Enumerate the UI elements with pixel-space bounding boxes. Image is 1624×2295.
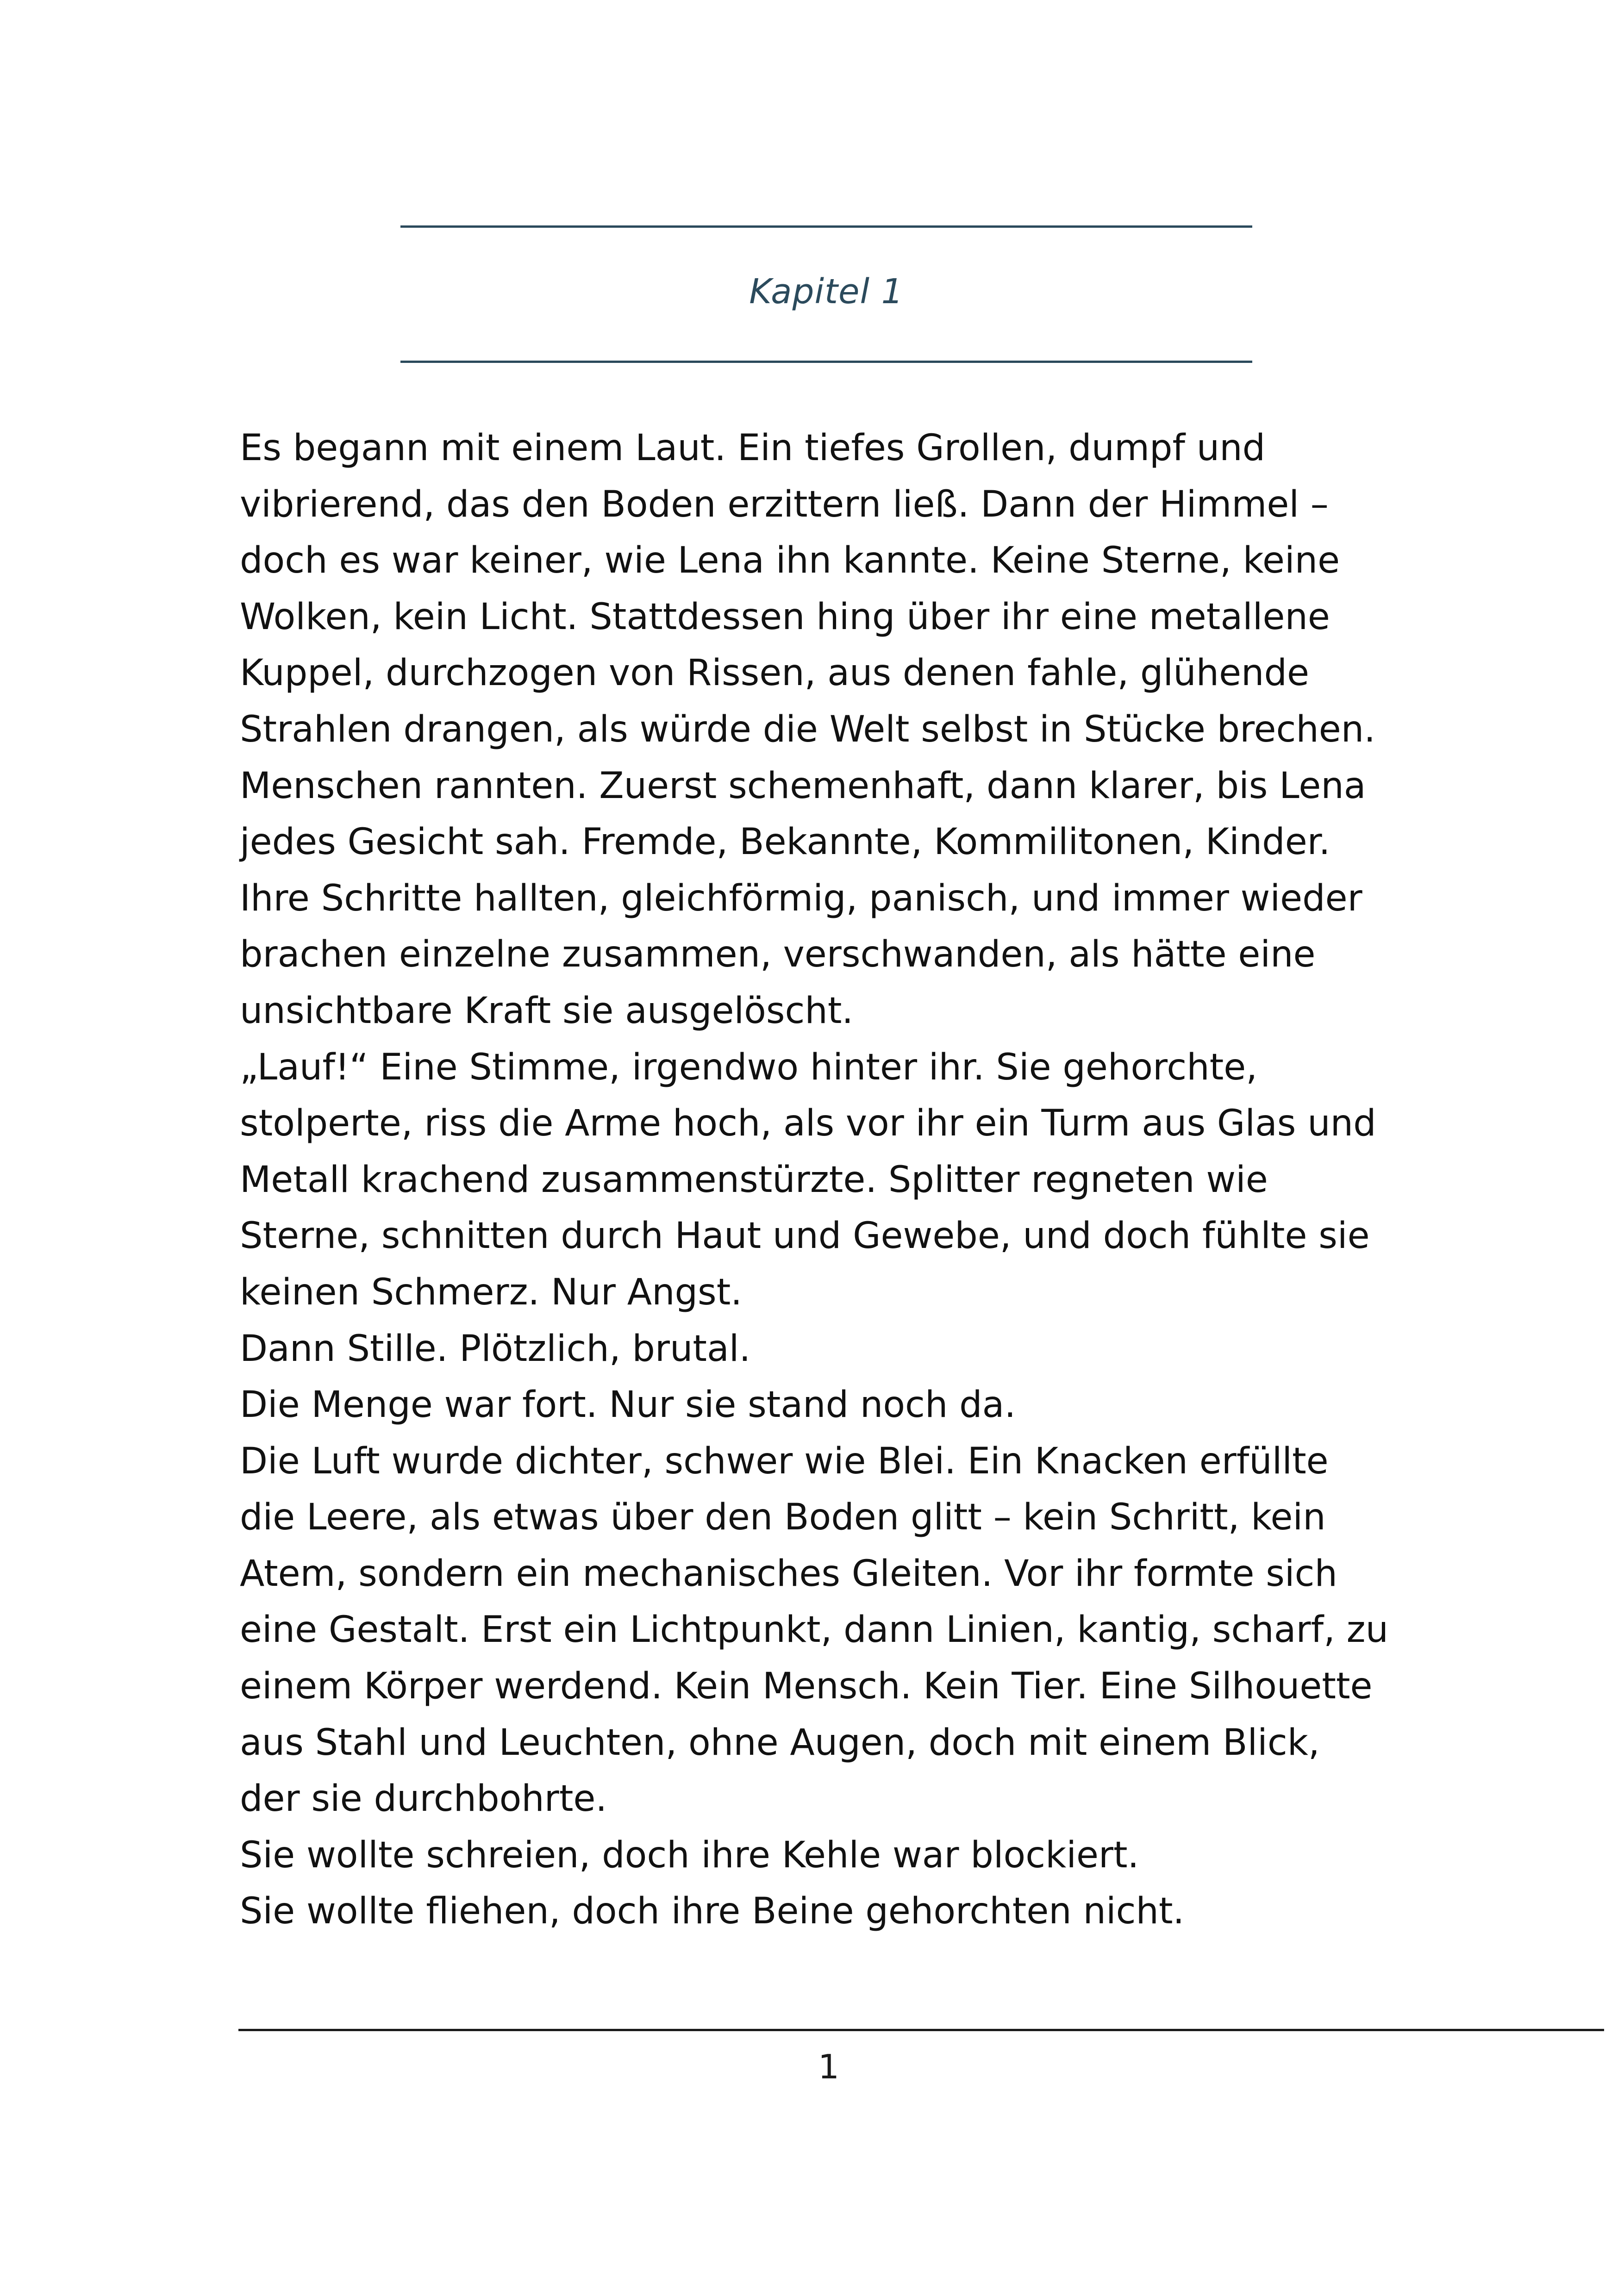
text-line: Strahlen drangen, als würde die Welt selbst in Stücke brechen.	[240, 708, 1376, 750]
text-line: brachen einzelne zusammen, verschwanden, als hätte eine	[240, 934, 1316, 976]
text-line: keinen Schmerz. Nur Angst.	[240, 1271, 743, 1313]
text-line: Kuppel, durchzogen von Rissen, aus denen fahle, glühende	[240, 652, 1309, 694]
text-line: Es begann mit einem Laut. Ein tiefes Grollen, dumpf und	[240, 427, 1266, 469]
text-line: doch es war keiner, wie Lena ihn kannte. Keine Sterne, keine	[240, 540, 1340, 582]
text-line: Sie wollte schreien, doch ihre Kehle war blockiert.	[240, 1834, 1139, 1876]
text-line: „Lauf!“ Eine Stimme, irgendwo hinter ihr. Sie gehorchte,	[240, 1046, 1258, 1088]
text-line: Sie wollte fliehen, doch ihre Beine gehorchten nicht.	[240, 1890, 1185, 1933]
chapter-top-rule	[400, 225, 1252, 228]
footer-rule	[238, 2029, 1604, 2031]
chapter-title: Kapitel 1	[749, 272, 904, 312]
text-line: Sterne, schnitten durch Haut und Gewebe, und doch fühlte sie	[240, 1215, 1370, 1257]
text-line: stolperte, riss die Arme hoch, als vor ihr ein Turm aus Glas und	[240, 1103, 1376, 1145]
text-line: der sie durchbohrte.	[240, 1778, 607, 1820]
text-line: Dann Stille. Plötzlich, brutal.	[240, 1328, 751, 1370]
chapter-body-text	[240, 420, 1443, 1940]
text-line: einem Körper werdend. Kein Mensch. Kein Tier. Eine Silhouette	[240, 1665, 1373, 1708]
text-line: Menschen rannten. Zuerst schemenhaft, dann klarer, bis Lena	[240, 765, 1366, 807]
chapter-bottom-rule	[400, 361, 1252, 363]
text-line: unsichtbare Kraft sie ausgelöscht.	[240, 990, 854, 1032]
text-line: Ihre Schritte hallten, gleichförmig, panisch, und immer wieder	[240, 877, 1362, 919]
page-number: 1	[818, 2047, 839, 2086]
text-line: eine Gestalt. Erst ein Lichtpunkt, dann Linien, kantig, scharf, zu	[240, 1609, 1389, 1651]
text-line: die Leere, als etwas über den Boden glitt – kein Schritt, kein	[240, 1497, 1326, 1539]
text-line: Metall krachend zusammenstürzte. Splitter regneten wie	[240, 1159, 1268, 1201]
text-line: jedes Gesicht sah. Fremde, Bekannte, Kommilitonen, Kinder.	[240, 821, 1330, 863]
text-line: aus Stahl und Leuchten, ohne Augen, doch mit einem Blick,	[240, 1721, 1320, 1764]
text-line: Die Menge war fort. Nur sie stand noch da.	[240, 1384, 1016, 1426]
text-line: Wolken, kein Licht. Stattdessen hing über ihr eine metallene	[240, 596, 1330, 638]
text-line: Die Luft wurde dichter, schwer wie Blei. Ein Knacken erfüllte	[240, 1440, 1329, 1482]
text-line: Atem, sondern ein mechanisches Gleiten. Vor ihr formte sich	[240, 1553, 1337, 1595]
text-line: vibrierend, das den Boden erzittern ließ. Dann der Himmel –	[240, 483, 1329, 525]
